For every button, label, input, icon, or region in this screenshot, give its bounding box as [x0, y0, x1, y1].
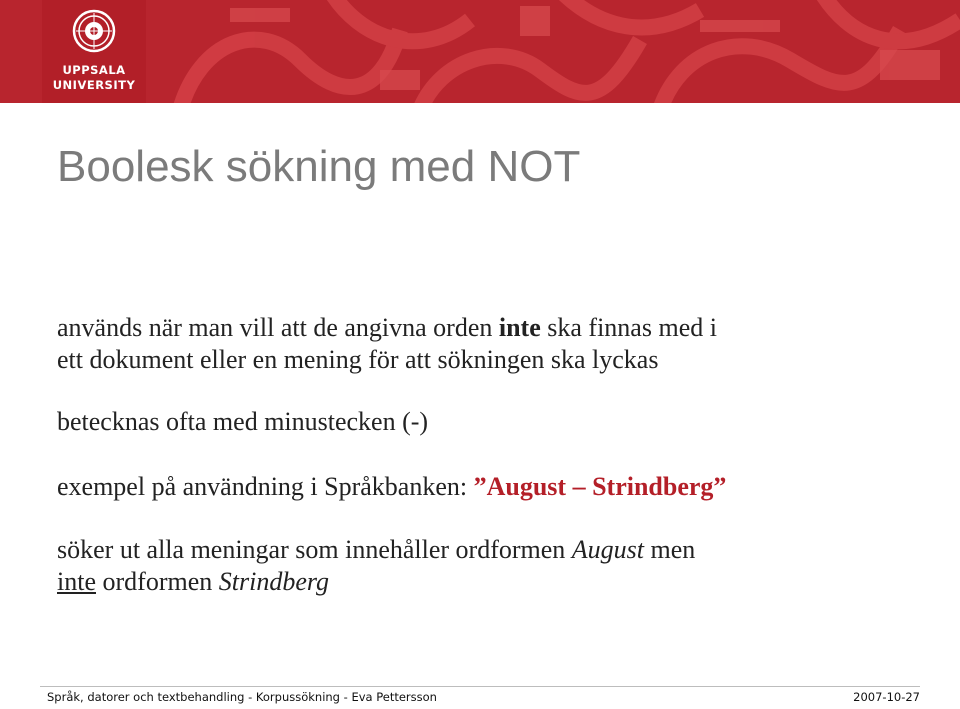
paragraph-example — [57, 471, 726, 503]
university-seal-icon — [72, 9, 116, 53]
term-inte: inte — [57, 567, 96, 596]
text: men — [644, 535, 696, 564]
text: används när man vill att de angivna orden — [57, 313, 499, 342]
slide-title: Boolesk sökning med NOT — [57, 142, 581, 191]
example-query: ”August – Strindberg” — [473, 472, 727, 501]
text: söker ut alla meningar som innehåller ordformen — [57, 535, 572, 564]
term-august: August — [571, 535, 645, 564]
paragraph-definition — [57, 312, 717, 376]
keyword-inte: inte — [498, 313, 541, 342]
logo-text-line2: UNIVERSITY — [52, 78, 136, 92]
logo-text-line1: UPPSALA — [62, 63, 126, 77]
footer-course-info: Språk, datorer och textbehandling - Korpussökning - Eva Pettersson — [47, 690, 437, 704]
text: ska finnas med i — [540, 313, 717, 342]
paragraph-notation: betecknas ofta med minustecken (-) — [57, 407, 429, 436]
footer-date: 2007-10-27 — [853, 690, 920, 704]
term-strindberg: Strindberg — [218, 567, 330, 596]
text: exempel på användning i Språkbanken: — [57, 472, 474, 501]
text: ordformen — [96, 567, 219, 596]
university-logo — [42, 0, 146, 103]
header-banner — [0, 0, 960, 103]
paragraph-explanation — [57, 534, 695, 598]
text: ett dokument eller en mening för att sökningen ska lyckas — [57, 345, 659, 374]
footer-divider — [40, 686, 920, 687]
